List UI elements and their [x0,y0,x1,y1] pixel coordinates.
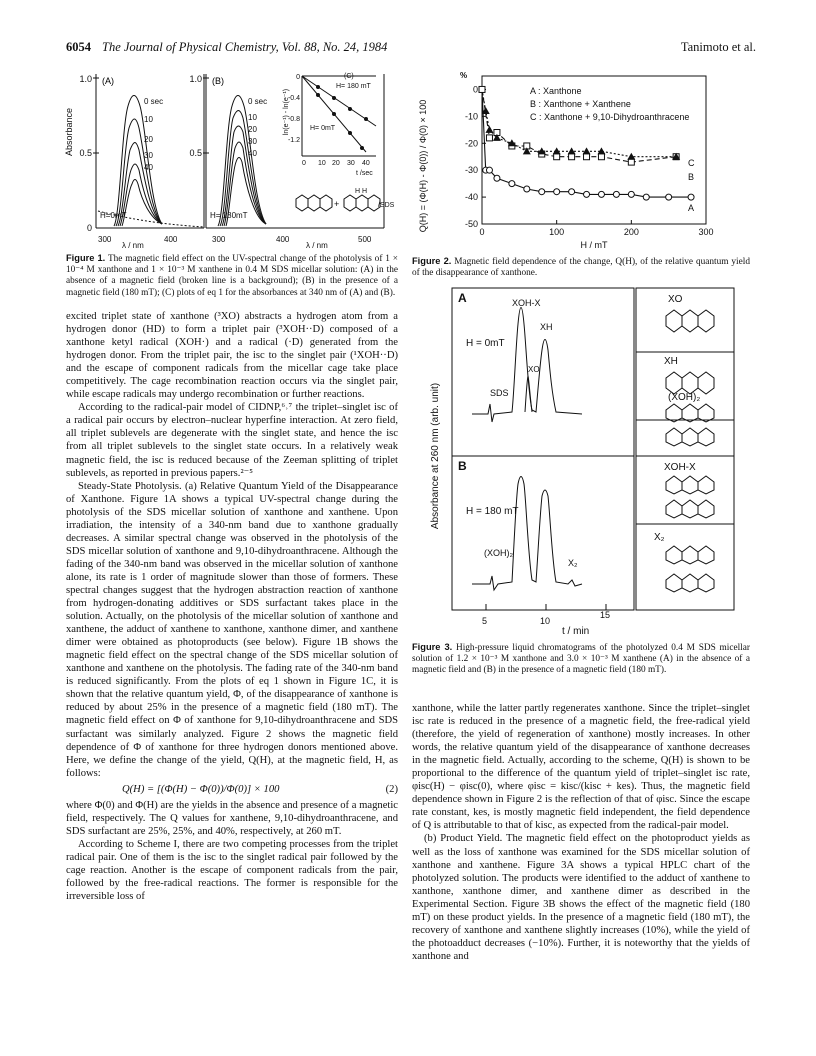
fig2-caption-text: Magnetic field dependence of the change, Q(H), of the relative quantum yield of the disappearance of xanthone. [412,257,750,279]
fig3-xlabel: t / min [562,626,590,637]
fig1-ytick: 0 [86,223,92,233]
fig2-point-b [584,154,590,160]
fig2-xtick-label: 200 [623,227,639,237]
fig3-xtick: 5 [482,616,488,626]
fig1-caption-label: Figure 1. [66,253,106,263]
fig2-point-a [554,189,560,195]
chromatogram-b [472,477,582,591]
paragraph: xanthone, while the latter partly regenerates xanthone. Since the triplet–singlet isc rate is reduced in the presence of a magnetic field, the free-radical yield (therefore, the yield of regeneration of xanthone) mostly increases. In other words, the relative quantum yield of the disappearance of xanthone decreases in the magnetic field. Actually, according to the scheme, Q(H) is shown to be proportional to the difference of the quantum yield of triplet–singlet isc rate, φisc(H) − φisc(0), where φisc = kisc/(kisc + kes). Thus, the magnetic field dependence shown in Figure 2 is the reflection of that of φisc. Since the escape rate constant, kes, is mostly magnetic field independent, the field dependence of Q is attributable to that of kisc, as expected from the radical-pair model. [412,703,750,832]
fig2-point-a [643,194,649,200]
fig2-point-a [524,186,530,192]
fig1-time-label: 20 [248,125,257,134]
fig1-c-xtick: 0 [302,160,306,167]
running-header [66,40,756,56]
fig2-ytick-label: 0 [472,84,478,95]
fig2-point-b [569,154,575,160]
fig3-structure-label: XH [664,356,678,367]
fig1-ytick: 0.5 [79,148,92,158]
paragraph: According to the radical-pair model of CIDNP,⁶˒⁷ the triplet–singlet isc of a radical pair occurs by electron–nuclear hyperfine interaction. At zero field, all triplet sublevels are degenerate with the singlet state, and hence the isc from all triplet sublevels to the singlet state occurs. In a relatively weak magnetic field, the isc is reduced because of the Zeeman splitting of triplet sublevels, as reported in previous papers.²⁻⁵ [66,402,398,479]
fig3-structure-label: (XOH)₂ [668,392,701,403]
fig2-point-a [688,194,694,200]
fig2-origin-point [479,86,485,92]
figure-2-plot [412,66,750,254]
fig2-point-a [613,191,619,197]
fig1-time-label: 40 [144,163,153,172]
fig3-peak: X₂ [568,558,578,568]
fig1-c-xtick: 20 [332,160,340,167]
chromatogram-a [472,308,582,423]
figure-1-caption [66,253,398,299]
fig3-structure-label: X₂ [654,532,665,543]
fig1-c-ytick: -0.8 [287,116,300,123]
fig2-point-a [666,194,672,200]
fig1-c-h180: H= 180 mT [336,83,371,90]
fig1-xtick: 400 [276,235,290,244]
fig2-point-a [486,167,492,173]
paragraph: where Φ(0) and Φ(H) are the yields in the absence and presence of a magnetic field, respectively. The Q values for xanthene, 9,10-dihydroanthracene, and SDS surfactant are 25%, 25%, and 40%, respectively, at 260 mT. [66,799,398,837]
fig1-ytick: 1.0 [189,74,202,84]
right-column [412,702,750,963]
fig1-sds: /SDS [378,202,395,209]
fig2-ytick-label: -50 [464,219,478,229]
fig1-xtick: 300 [98,235,112,244]
fig1-time-label: 20 [144,135,153,144]
paragraph: Steady-State Photolysis. (a) Relative Quantum Yield of the Disappearance of Xanthone. Figure 1A shows a typical UV-spectral change during the photolysis of the SDS micellar solution of xanthone and xanthene. Upon irradiation, the intensity of a 340-nm band due to xanthone gradually decreases. A similar spectral change was observed in the photolysis of the SDS micellar solution of xanthone and 9,10-dihydroanthracene. Although the fading of the 340-nm band was observed in the micellar solution of xanthone alone, its rate is 1 order of magnitude slower than those of formers. These spectral changes suggest that the hydrogen abstraction reaction of xanthone from hydrogen-donating additives or SDS surfactant takes place in the solution. Actually, on the photolysis of the micellar solution of xanthone and xanthene, the adduct of xanthene to xanthone, xanthone dimer, and xanthene dimer were obtained as photoproducts (see below). Figure 1B shows the magnetic field effect on the spectral change of the SDS micellar solution of xanthone and xanthene on the photolysis. The fading rate of the 340-nm band is reduced significantly. From the plots of eq 1 shown in Figure 1C, it is shown that the relative quantum yield, Φ, of the disappearance of xanthone is reduced by about 25% in the presence of a magnetic field (180 mT). The magnetic field effect on Φ of xanthone for 9,10-dihydroanthracene and SDS surfactant was similarly analyzed. Figure 2 shows the magnetic field dependence of Φ of xanthone for three hydrogen donors mentioned above. Here, we define the change of the yield, Q(H), at the magnetic field, H, as follows: [66,480,398,779]
fig3-structure-label: XO [668,294,683,305]
fig2-ylabel: Q(H) = (Φ(H) - Φ(0)) / Φ(0) × 100 [418,99,428,233]
figure-3 [412,284,750,640]
fig1-time-label: 30 [248,137,257,146]
fig2-curve-label-a: A [688,203,695,213]
fig1-time-label: 30 [144,151,153,160]
fig3-peak: XO [528,365,540,374]
fig2-legend-a: A : Xanthone [530,86,582,96]
equation-2 [66,780,398,799]
fig1-panel-b: (B) [212,76,224,86]
fig2-point-b [598,154,604,160]
fig1-ylabel: Absorbance [64,107,74,157]
equation-number: (2) [385,783,398,795]
paragraph: According to Scheme I, there are two competing processes from the triplet radical pair. One of them is the isc to the singlet radical pair followed by the cage reaction. Another is the escape of component radicals from the pair, followed by the free-radical reactions. The former is responsible for the irreversible loss of [66,838,398,903]
fig2-point-c [485,126,493,133]
fig3-xtick: 10 [540,616,551,626]
fig2-curve-label-c: C [688,158,695,168]
fig1-c-ytick: -0.4 [287,95,300,102]
fig2-point-a [598,191,604,197]
fig1-c-xtick: 30 [347,160,355,167]
fig1-hh: H H [355,188,368,195]
fig1-c-xtick: 10 [318,160,326,167]
equation-body: Q(H) = [(Φ(H) − Φ(0))/Φ(0)] × 100 [122,783,280,795]
figure-3-plot [412,284,750,640]
fig2-ytick-label: -30 [464,165,478,176]
fig2-ytick-label: -40 [464,192,478,203]
fig3-panel-b: B [458,459,467,473]
fig1-c-ylabel: ln(e⁻¹) - ln(e⁻¹) [283,88,290,136]
fig1-time-label: 0 sec [144,97,164,106]
fig2-point-a [569,189,575,195]
fig1-c-ytick: -1.2 [287,137,300,144]
fig3-field-b: H = 180 mT [466,506,519,517]
fig2-caption-label: Figure 2. [412,256,452,266]
fig1-time-label: 10 [248,113,257,122]
fig2-ytick-label: -10 [464,111,478,122]
fig2-point-a [509,181,515,187]
fig1-time-label: 0 sec [248,97,268,106]
fig2-point-b [554,154,560,160]
fig3-structure-label: XOH-X [664,462,696,473]
page-number: 6054 [66,40,91,54]
fig2-y-unit: % [460,71,468,80]
fig1-xlabel: λ / nm [122,241,144,250]
fig3-field-a: H = 0mT [466,338,505,349]
fig1-time-label: 10 [144,115,153,124]
fig1-caption-text: The magnetic field effect on the UV-spectral change of the photolysis of 1 × 10⁻⁴ M xanthone and 1 × 10⁻³ M xanthene in 0.4 M SDS micellar solution: (A) in the absence of a magnetic field (broken line is a background); (B) in the presence of a magnetic field (180 mT); (C) plots of eq 1 for the absorbances at 340 nm of (A) and (B). [66,254,398,298]
figure-1 [66,66,398,251]
fig1-panel-a: (A) [102,76,114,86]
fig1-field-a: H=0mT [100,211,127,220]
fig2-legend-c: C : Xanthone + 9,10-Dihydroanthracene [530,112,690,122]
figure-1-plot [66,66,398,251]
fig2-point-b [628,159,634,165]
paragraph: excited triplet state of xanthone (³XO) abstracts a hydrogen atom from a hydrogen donor (HD) to form a triplet pair (³XOH··D) composed of a xanthone ketyl radical (XOH·) and a radical (·D) generated from the hydrogen donor. From the triplet pair, the isc to the singlet pair (¹XOH··D) and the escape of component radicals from the micellar cage take place competitively. The cage recombination reaction occurs via the singlet pair, while escape radicals may undergo recombination or further reactions. [66,311,398,401]
fig1-panel-c: (C) [344,73,354,80]
fig3-peak: SDS [490,388,509,398]
fig1-plus: + [334,199,340,209]
fig3-caption-label: Figure 3. [412,642,453,652]
fig3-ylabel: Absorbance at 260 nm (arb. unit) [430,382,441,530]
figure-2 [412,66,750,254]
fig3-panel-a: A [458,291,467,305]
fig1-c-ytick: 0 [296,74,300,81]
journal-title: The Journal of Physical Chemistry, Vol. 88, No. 24, 1984 [102,40,388,54]
figure-2-caption [412,256,750,279]
fig1-xtick: 300 [212,235,226,244]
fig2-point-a [539,189,545,195]
fig1-field-b: H= 180mT [210,211,248,220]
running-authors: Tanimoto et al. [680,40,756,54]
fig1-xtick: 500 [358,235,372,244]
fig2-legend-b: B : Xanthone + Xanthene [530,99,631,109]
fig1-c-xlabel: t /sec [356,170,373,177]
fig1-ytick: 0.5 [189,148,202,158]
fig1-c-h0: H= 0mT [310,125,336,132]
paragraph: (b) Product Yield. The magnetic field effect on the photoproduct yields as well as the loss of xanthone was examined for the SDS micellar solution of xanthone and xanthene. Figure 3A shows a typical HPLC chart of the photolyzed solution. The products were identified to the adduct of xanthene to xanthone, xanthone dimer, and xanthene dimer as described in the Experimental Section. Figure 3B shows the effect of the magnetic field (180 mT) on these product yields. In the presence of a magnetic field (180 mT), the recovery of xanthone and xanthene slightly increases (10%), while the yield of the photoadduct decreases (−10%). Further, it is noteworthy that the yields of xanthone and [412,833,750,962]
left-column [66,310,398,903]
figure-3-caption [412,642,750,677]
fig3-caption-text: High-pressure liquid chromatograms of the photolyzed 0.4 M SDS micellar solution of 1.2 × 10⁻³ M xanthone and 3.0 × 10⁻³ M xanthene (A) in the absence of a magnetic field and (B) in the presence of a magnetic field (180 mT). [412,643,750,676]
fig1-c-xtick: 40 [362,160,370,167]
fig2-xtick-label: 0 [479,227,485,237]
fig3-peak: XH [540,322,553,332]
fig2-ytick-label: -20 [464,138,478,149]
fig2-curve-label-b: B [688,172,695,182]
fig1-xtick: 400 [164,235,178,244]
fig1-time-label: 40 [248,149,257,158]
fig1-xlabel: λ / nm [306,241,328,250]
fig2-point-a [628,191,634,197]
fig2-point-a [494,175,500,181]
fig2-xlabel: H / mT [580,240,608,250]
fig2-xtick-label: 300 [698,227,714,237]
fig2-point-b [486,135,492,141]
fig3-peak: (XOH)₂ [484,548,513,558]
fig3-xtick: 15 [600,610,611,620]
fig1-ytick: 1.0 [79,74,92,84]
fig2-point-a [584,191,590,197]
fig2-xtick-label: 100 [549,227,565,237]
fig3-peak: XOH-X [512,298,541,308]
